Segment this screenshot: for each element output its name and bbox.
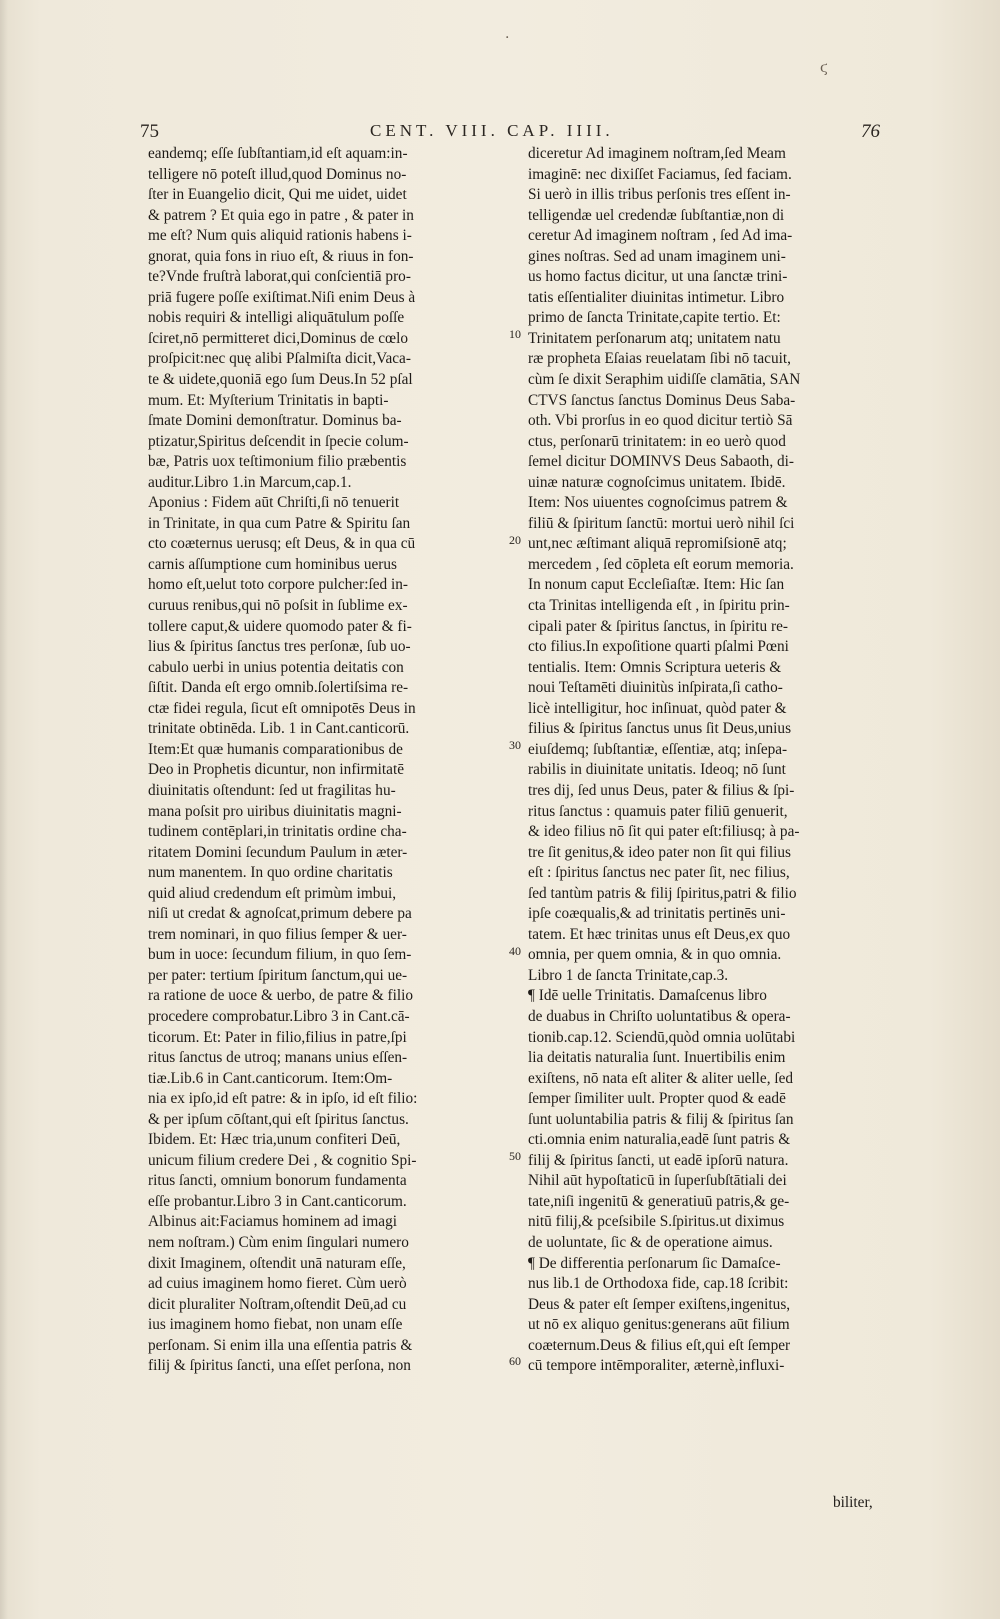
text-line: trem nominari, in quo filius ſemper & uer- <box>148 925 407 943</box>
text-line: tatis eſſentialiter diuinitas intimetur. Libro <box>528 288 785 306</box>
text-line: ra ratione de uoce & uerbo, de patre & filio <box>148 987 414 1005</box>
text-line: ritus ſanctus de utroq; manans unius eſſen- <box>148 1049 408 1067</box>
text-line: ipſe coæqualis,& ad trinitatis pertinēs uni- <box>528 905 786 923</box>
text-line: omnia, per quem omnia, & in quo omnia. <box>528 946 782 964</box>
text-line: cto coæternus uerusq; eſt Deus, & in qua cū <box>148 535 416 553</box>
line-number: 30 <box>509 738 521 752</box>
text-line: bæ, Patris uox teſtimonium filio præbentis <box>148 453 407 471</box>
running-title: CENT. VIII. CAP. IIII. <box>370 121 614 140</box>
text-line: coæternum.Deus & filius eſt,qui eſt ſemper <box>528 1336 791 1354</box>
text-line: dixit Imaginem, oſtendit unā naturam eſſe, <box>148 1254 406 1272</box>
text-line: curuus renibus,qui nō poſsit in ſublime ex- <box>148 597 408 615</box>
text-line: nus lib.1 de Orthodoxa fide, cap.18 ſcribit: <box>528 1275 789 1293</box>
text-line: imaginē: nec dixiſſet Faciamus, ſed faciam. <box>528 165 792 183</box>
text-line: tollere caput,& uidere quomodo pater & fi- <box>148 617 412 635</box>
text-line: filij & ſpiritus ſancti, una eſſet perſona, non <box>148 1357 411 1375</box>
text-line: trinitate obtinēda. Lib. 1 in Cant.canticorū. <box>148 720 410 738</box>
line-number: 10 <box>509 327 521 341</box>
text-line: unicum filium credere Dei , & cognitio Spi- <box>148 1151 417 1169</box>
text-line: cipali pater & ſpiritus ſanctus, in ſpiritu re- <box>528 617 788 635</box>
text-line: dicit pluraliter Noſtram,oſtendit Deū,ad cu <box>148 1295 407 1313</box>
text-line: gines noſtras. Sed ad unam imaginem uni- <box>528 247 786 265</box>
text-line: quid aliud credendum eſt primùm imbui, <box>148 884 397 902</box>
line-number: 50 <box>509 1149 521 1163</box>
text-line: ſter in Euangelio dicit, Qui me uidet, uidet <box>148 186 407 204</box>
text-line: te?Vnde fruſtrà laborat,qui conſcientiā pro- <box>148 268 411 286</box>
text-line: ſemper ſimiliter uult. Propter quod & eadē <box>528 1090 786 1108</box>
left-text-column <box>148 144 502 1377</box>
text-line: nia ex ipſo,id eſt patre: & in ipſo, id eſt filio: <box>148 1090 418 1108</box>
text-line: tatem. Et hæc trinitas unus eſt Deus,ex quo <box>528 925 791 943</box>
text-line: ritus ſancti, omnium bonorum fundamenta <box>148 1172 407 1190</box>
text-line: auditur.Libro 1.in Marcum,cap.1. <box>148 473 352 491</box>
text-line: mana poſsit pro uiribus diuinitatis magni- <box>148 802 402 820</box>
text-line: proſpicit:nec quę alibi Pſalmiſta dicit,Vaca- <box>148 350 411 368</box>
text-line: Deus & pater eſt ſemper exiſtens,ingenitus, <box>528 1295 791 1313</box>
ink-speck: · <box>505 30 510 46</box>
text-line: ut nō ex aliquo genitus:generans aūt filium <box>528 1316 790 1334</box>
text-line: lius & ſpiritus ſanctus tres perſonæ, ſub uo- <box>148 638 411 656</box>
text-line: ceretur Ad imaginem noſtram , ſed Ad ima- <box>528 227 793 245</box>
text-line: oth. Vbi prorſus in eo quod dicitur tertiò Sā <box>528 412 793 430</box>
text-line: diceretur Ad imaginem noſtram,ſed Meam <box>528 145 786 162</box>
text-line: unt,nec æſtimant aliquā repromiſsionē atq; <box>528 535 787 553</box>
text-line: exiſtens, nō nata eſt aliter & aliter uelle, ſed <box>528 1069 794 1087</box>
text-line: priā fugere poſſe exiſtimat.Niſi enim Deus à <box>148 288 416 306</box>
text-line: filij & ſpiritus ſancti, ut eadē ipſorū natura. <box>528 1151 789 1169</box>
text-line: ad cuius imaginem homo fieret. Cùm uerò <box>148 1275 407 1293</box>
text-line: in Trinitate, in qua cum Patre & Spiritu ſan <box>148 514 411 532</box>
text-line: tre ſit genitus,& ideo pater non ſit qui filius <box>528 843 791 861</box>
text-line: niſi ut credat & agnoſcat,primum debere pa <box>148 905 412 923</box>
text-line: homo eſt,uelut toto corpore pulcher:ſed in- <box>148 576 408 594</box>
text-line: carnis aſſumptione cum hominibus uerus <box>148 555 397 573</box>
text-line: tate,niſi ingenitū & generatiuū patris,& ge- <box>528 1192 790 1210</box>
text-line: diuinitatis oſtendunt: ſed ut fragilitas hu- <box>148 781 396 799</box>
text-line: tiæ.Lib.6 in Cant.canticorum. Item:Om- <box>148 1069 393 1087</box>
text-line: tentialis. Item: Omnis Scriptura ueteris & <box>528 658 782 676</box>
text-line: te & uidete,quoniā ego ſum Deus.In 52 pſal <box>148 371 413 389</box>
text-line: ritus ſanctus : quamuis pater filiū genuerit, <box>528 802 788 820</box>
text-line: ¶ Idē uelle Trinitatis. Damaſcenus libro <box>528 987 767 1005</box>
text-line: ræ propheta Eſaias reuelatam ſibi nō tacuit, <box>528 350 791 368</box>
text-line: cta Trinitas intelligenda eſt , in ſpiritu prin- <box>528 597 790 615</box>
text-line: us homo factus dicitur, ut una ſanctæ trini- <box>528 268 788 286</box>
text-line: cū tempore intēmporaliter, æternè,influxi- <box>528 1357 785 1375</box>
page-number-left: 75 <box>140 121 159 142</box>
text-line: nitū filij,& pceſsibile S.ſpiritus.ut diximus <box>528 1213 785 1231</box>
text-line: ſemel dicitur DOMINVS Deus Sabaoth, di- <box>528 453 794 471</box>
text-line: Ibidem. Et: Hæc tria,unum confiteri Deū, <box>148 1131 401 1149</box>
text-line: ius imaginem homo fiebat, non unam eſſe <box>148 1316 403 1334</box>
text-line: ſed tantùm patris & filij ſpiritus,patri & filio <box>528 884 797 902</box>
page-corner-mark: ϛ <box>820 60 828 76</box>
text-line: In nonum caput Eccleſiaſtæ. Item: Hic ſan <box>528 576 785 594</box>
text-line: rabilis in diuinitate unitatis. Ideoq; nō ſunt <box>528 761 786 779</box>
text-line: eandemq; eſſe ſubſtantiam,id eſt aquam:in- <box>148 145 408 162</box>
text-line: noui Teſtamēti diuinitùs inſpirata,ſi catho- <box>528 679 783 697</box>
text-line: tres dij, ſed unus Deus, pater & filius & ſpi- <box>528 781 795 799</box>
text-line: filiū & ſpiritum ſanctū: mortui uerò nihil ſci <box>528 514 795 532</box>
text-line: & ideo filius nō ſit qui pater eſt:filiusq; à pa- <box>528 823 800 841</box>
text-line: tudinem contēplari,in trinitatis ordine cha- <box>148 823 407 841</box>
line-number: 40 <box>509 944 521 958</box>
text-line: Nihil aūt hypoſtaticū in ſuperſubſtātiali dei <box>528 1172 787 1190</box>
text-line: ¶ De differentia perſonarum ſic Damaſce- <box>528 1254 781 1272</box>
text-line: cti.omnia enim naturalia,eadē ſunt patris & <box>528 1131 791 1149</box>
right-text-column <box>528 144 876 1377</box>
text-line: filius & ſpiritus ſanctus unus ſit Deus,unius <box>528 720 792 738</box>
text-line: & per ipſum cōſtant,qui eſt ſpiritus ſanctus. <box>148 1110 409 1128</box>
page-left-edge-shadow <box>0 0 8 1619</box>
text-line: primo de ſancta Trinitate,capite tertio. Et: <box>528 309 781 327</box>
text-line: ctæ fidei regula, ſicut eſt omnipotēs Deus in <box>148 699 416 717</box>
text-line: cto filius.In expoſitione quarti pſalmi Pœni <box>528 638 789 656</box>
text-line: bum in uoce: ſecundum filium, in quo ſem- <box>148 946 412 964</box>
text-line: & patrem ? Et quia ego in patre , & pater in <box>148 206 414 224</box>
text-line: per pater: tertium ſpiritum ſanctum,qui ue- <box>148 966 408 984</box>
text-line: ctus, perſonarū trinitatem: in eo uerò quod <box>528 432 786 450</box>
text-line: cùm ſe dixit Seraphim uidiſſe clamātia, SAN <box>528 371 801 389</box>
text-line: Trinitatem perſonarum atq; unitatem natu <box>528 329 781 347</box>
text-line: uinæ naturæ cognoſcimus unitatem. Ibidē. <box>528 473 786 491</box>
text-line: gnorat, quia fons in riuo eſt, & riuus in fon- <box>148 247 414 265</box>
text-line: Deo in Prophetis dicuntur, non infirmitatē <box>148 761 404 779</box>
text-line: de uoluntate, ſic & de operatione aimus. <box>528 1233 773 1251</box>
text-line: eſt : ſpiritus ſanctus nec pater ſit, nec filius, <box>528 864 790 882</box>
text-line: mum. Et: Myſterium Trinitatis in bapti- <box>148 391 389 409</box>
text-line: procedere comprobatur.Libro 3 in Cant.cā- <box>148 1007 410 1025</box>
page-number-right: 76 <box>861 121 880 142</box>
running-header <box>140 121 880 143</box>
text-line: cabulo uerbi in unius potentia deitatis con <box>148 658 404 676</box>
line-number: 60 <box>509 1354 521 1368</box>
text-line: mercedem , ſed cōpleta eſt eorum memoria. <box>528 555 794 573</box>
text-line: licè intelligitur, hoc inſinuat, quòd pater & <box>528 699 787 717</box>
text-line: nobis requiri & intelligi aliquātulum poſſe <box>148 309 405 327</box>
text-line: telligere nō poteſt illud,quod Dominus no- <box>148 165 407 183</box>
text-line: ptizatur,Spiritus deſcendit in ſpecie colum- <box>148 432 409 450</box>
text-line: perſonam. Si enim illa una eſſentia patris & <box>148 1336 413 1354</box>
text-line: CTVS ſanctus ſanctus Dominus Deus Saba- <box>528 391 796 409</box>
text-line: Item:Et quæ humanis comparationibus de <box>148 740 403 758</box>
text-line: telligendæ uel credendæ ſubſtantiæ,non di <box>528 206 785 224</box>
text-line: eſſe probantur.Libro 3 in Cant.canticorum. <box>148 1192 407 1210</box>
text-line: nem noſtram.) Cùm enim ſingulari numero <box>148 1233 409 1251</box>
text-line: ſmate Domini demonſtratur. Dominus ba- <box>148 412 402 430</box>
text-line: ſunt uoluntabilia patris & filij & ſpiritus ſan <box>528 1110 794 1128</box>
text-line: ſiſtit. Danda eſt ergo omnib.ſolertiſsima re- <box>148 679 409 697</box>
text-line: eiuſdemq; ſubſtantiæ, eſſentiæ, atq; inſepa- <box>528 740 788 758</box>
catchword: biliter, <box>833 1494 873 1511</box>
text-line: lia deitatis naturalia ſunt. Inuertibilis enim <box>528 1049 786 1067</box>
text-line: ſciret,nō permitteret dici,Dominus de cœlo <box>148 329 408 347</box>
line-number: 20 <box>509 533 521 547</box>
text-line: ritatem Domini ſecundum Paulum in æter- <box>148 843 408 861</box>
text-line: ticorum. Et: Pater in filio,filius in patre,ſpi <box>148 1028 407 1046</box>
text-line: Item: Nos uiuentes cognoſcimus patrem & <box>528 494 788 512</box>
text-line: Libro 1 de ſancta Trinitate,cap.3. <box>528 966 729 984</box>
text-line: Si uerò in illis tribus perſonis tres eſſent in- <box>528 186 791 204</box>
text-line: Albinus ait:Faciamus hominem ad imagi <box>148 1213 397 1231</box>
text-line: Aponius : Fidem aūt Chriſti,ſi nō tenuerit <box>148 494 400 512</box>
text-line: num manentem. In quo ordine charitatis <box>148 864 393 882</box>
text-line: me eſt? Num quis aliquid rationis habens i- <box>148 227 412 245</box>
text-line: de duabus in Chriſto uoluntatibus & opera- <box>528 1007 791 1025</box>
text-line: tionib.cap.12. Sciendū,quòd omnia uolūtabi <box>528 1028 796 1046</box>
